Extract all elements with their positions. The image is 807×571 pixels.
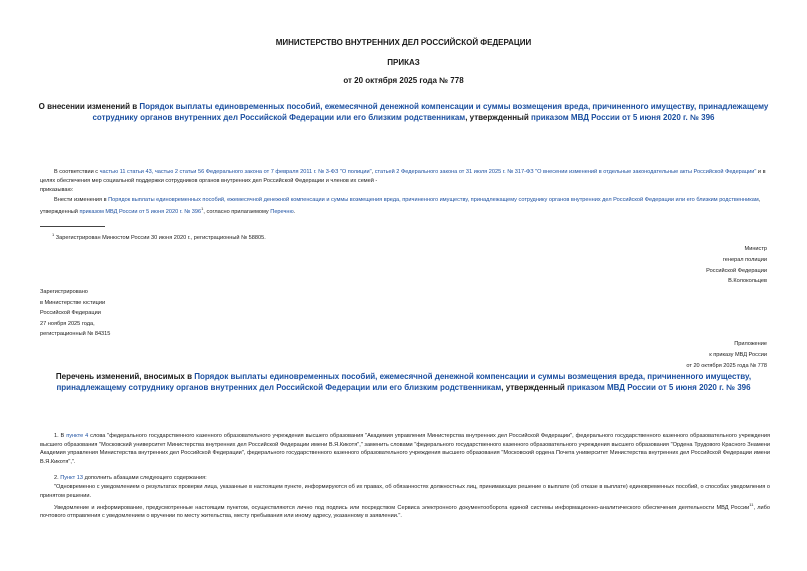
preamble-paragraph <box>40 168 770 185</box>
decree-mid: , утвержденный <box>40 197 761 215</box>
document-title <box>30 101 777 123</box>
list-title-prefix: Перечень изменений, вносимых в <box>55 372 192 381</box>
list-title-mid: , утвержденный <box>501 383 565 392</box>
list-procedure-link[interactable]: Порядок выплаты единовременных пособий, ежемесячной денежной компенсации и суммы возмещения вреда, причиненного имуществу, принадлежащему сотруднику органов внутренних дел Российской Федерации или его близким родственникам <box>56 372 752 392</box>
document-date: от 20 октября 2025 года № 778 <box>343 76 464 85</box>
footnote-text: Зарегистрирован Минюстом России 30 июня 2020 г., регистрационный № 58805. <box>55 234 266 241</box>
decree-end: . <box>293 208 296 215</box>
registration-line: регистрационный № 84315 <box>40 331 111 338</box>
item-2-quote-2 <box>40 501 770 521</box>
item-2-quote-1: "Одновременно с уведомлением о результатах проверки лица, указанные в настоящем пункте, информируются об их правах, об обязанностях должностных лиц, принимающих решение о выплате (об отказе в выплате) единовременных пособий, о способах уведомления о принятом решении. <box>40 484 770 499</box>
decree-procedure-link[interactable]: Порядок выплаты единовременных пособий, ежемесячной денежной компенсации и суммы возмещения вреда, причиненного имуществу, принадлежащему сотруднику органов внутренних дел Российской Федерации или его близким родственникам <box>108 197 759 203</box>
item-2-quote-text: Уведомление и информирование, предусмотренные настоящим пунктом, осуществляются лично под подпись или посредством Сервиса электронного документооборота единой системы информационно-аналитического обеспечения деятельности МВД России <box>54 504 750 511</box>
decree-tail: , согласно прилагаемому <box>203 208 269 215</box>
list-item-1 <box>40 432 770 466</box>
preamble-purpose: и в целях обеспечения мер социальной поддержки сотрудников органов внутренних дел Российской Федерации и членов их семей - <box>40 169 766 184</box>
title-prefix: О внесении изменений в <box>38 102 138 111</box>
preamble-comma: , <box>371 169 374 175</box>
appendix-line: Приложение <box>734 341 767 347</box>
ministry-heading: МИНИСТЕРСТВО ВНУТРЕННИХ ДЕЛ РОССИЙСКОЙ ФЕДЕРАЦИИ <box>275 38 532 47</box>
footnote <box>52 231 266 242</box>
item-2-text: дополнить абзацами следующего содержания: <box>84 475 207 481</box>
registration-line: Российской Федерации <box>40 310 101 317</box>
item-2-footnote-ref[interactable]: 11 <box>749 502 754 507</box>
registration-line: Зарегистрировано <box>40 289 88 295</box>
footnote-ref[interactable]: 1 <box>201 205 204 211</box>
list-prikaz-link[interactable]: приказом МВД России от 5 июня 2020 г. № 396 <box>567 383 751 392</box>
signature-line: Российской Федерации <box>706 267 767 274</box>
decree-text: Внести изменения в <box>54 197 107 203</box>
appendix-line: к приказу МВД России <box>709 351 767 358</box>
signature-block <box>706 244 767 287</box>
item-1-number: 1. В <box>54 433 65 439</box>
item-1-text: слова "федерального государственного казенного образовательного учреждения высшего образования "Академия управления Министерства внутренних дел Российской Федерации", федерального государственного казенного образовательного учреждения высшего образования "Московский университет Министерства внутренних дел Российской Федерации имени В.Я.Кикотя"," заменить словами "федерального государственного казенного образовательного учреждения высшего образования "Ордена Трудового Красного Знамени Академия управления Министерства внутренних дел Российской Федерации", федерального государственного казенного образовательного учреждения высшего образования "Московский ордена Почета университет Министерства внутренних дел Российской Федерации имени В.Я.Кикотя",". <box>40 433 770 465</box>
order-word: приказываю: <box>40 187 74 193</box>
document-type: ПРИКАЗ <box>387 58 420 67</box>
appendix-block <box>686 339 767 371</box>
list-link[interactable]: Перечню <box>270 208 294 215</box>
order-procedure-link[interactable]: Порядок выплаты единовременных пособий, ежемесячной денежной компенсации и суммы возмещения вреда, причиненного имуществу, принадлежащему сотруднику органов внутренних дел Российской Федерации или его близким родственникам <box>92 102 769 122</box>
registration-block <box>40 287 110 340</box>
signature-line: Министр <box>744 246 767 252</box>
item-2-number: 2. <box>54 475 59 481</box>
title-mid: , утвержденный <box>465 113 529 122</box>
list-title <box>28 371 779 393</box>
list-item-2 <box>40 474 770 483</box>
decree-prikaz-link[interactable]: приказом МВД России от 5 июня 2020 г. № 396 <box>79 208 202 215</box>
item-2-quote-end: , либо почтового отправления с уведомлением о вручении по месту жительства, месту пребывания или иному адресу, указанному в заявлении.". <box>40 504 770 520</box>
footnote-mark: 1 <box>52 232 55 237</box>
registration-line: в Министерстве юстиции <box>40 299 106 306</box>
registration-line: 27 ноября 2025 года, <box>40 320 95 327</box>
appendix-line: от 20 октября 2025 года № 778 <box>686 362 767 369</box>
signature-line: генерал полиции <box>722 256 767 263</box>
police-law-link[interactable]: частью 11 статьи 43, частью 2 статьи 56 Федерального закона от 7 февраля 2011 г. № 3-ФЗ "О полиции" <box>99 169 372 175</box>
point-4-link[interactable]: пункте 4 <box>66 433 89 439</box>
preamble-text: В соответствии с <box>54 169 99 175</box>
footnote-separator <box>40 226 105 227</box>
prikaz-396-link[interactable]: приказом МВД России от 5 июня 2020 г. № 396 <box>531 113 715 122</box>
point-13-link[interactable]: Пункт 13 <box>60 475 83 481</box>
decree-paragraph <box>40 196 770 216</box>
signature-line: В.Колокольцев <box>728 278 767 285</box>
federal-law-317-link[interactable]: статьей 2 Федерального закона от 31 июля 2025 г. № 317-ФЗ "О внесении изменений в отдельные законодательные акты Российской Федерации" <box>374 169 757 175</box>
